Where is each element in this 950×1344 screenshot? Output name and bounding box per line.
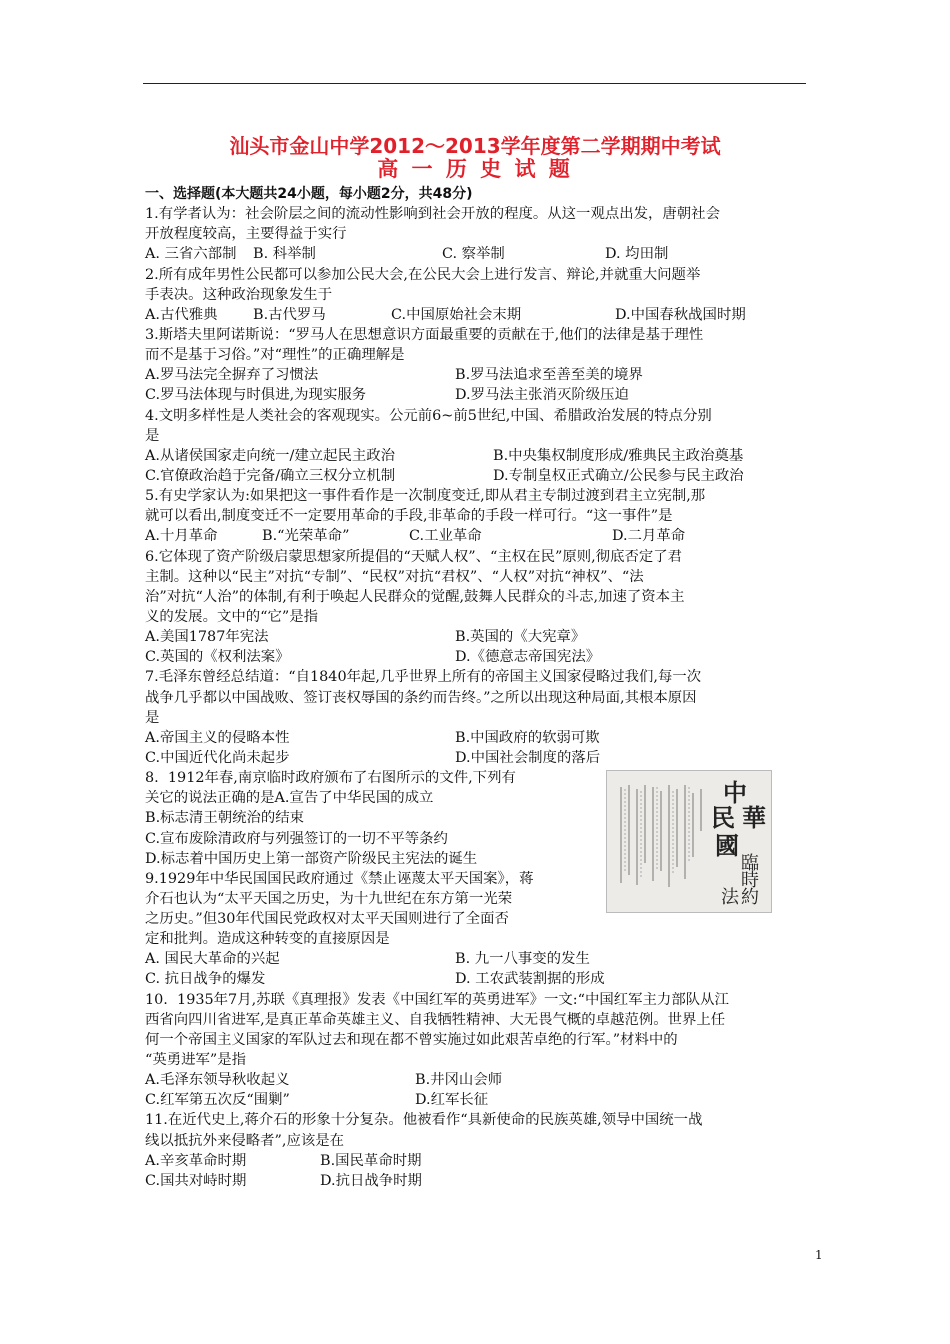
question-stem-line: 是 (145, 709, 160, 726)
question-stem-line: 何一个帝国主义国家的军队过去和现在都不曾实施过如此艰苦卓绝的行军。”材料中的 (145, 1031, 678, 1048)
option-row (145, 385, 807, 405)
answer-option[interactable]: D.《德意志帝国宪法》 (455, 649, 601, 666)
answer-option[interactable]: B.中央集权制度形成/雅典民主政治奠基 (493, 447, 744, 464)
option-row (145, 748, 807, 768)
question-stem-line: 8. 1912年春,南京临时政府颁布了右图所示的文件,下列有 (145, 770, 516, 787)
option-row (145, 627, 807, 647)
question-stem-line: 关它的说法正确的是A.宣告了中华民国的成立 (145, 790, 434, 807)
answer-option[interactable]: B.井冈山会师 (415, 1072, 503, 1089)
figure-char: 國 (715, 831, 739, 860)
answer-option[interactable]: A.辛亥革命时期 (145, 1152, 247, 1169)
answer-option[interactable]: D.红军长征 (415, 1092, 489, 1109)
question-stem-line: 6.它体现了资产阶级启蒙思想家所提倡的“天赋人权”、“主权在民”原则,彻底否定了君 (145, 548, 683, 565)
answer-option[interactable]: C.中国近代化尚未起步 (145, 749, 290, 766)
question-stem-line: 主制。这种以“民主”对抗“专制”、“民权”对抗“君权”、“人权”对抗“神权”、“法 (145, 568, 644, 585)
figure-char: 時 (741, 870, 759, 891)
option-row (145, 446, 807, 466)
header-rule (143, 83, 806, 84)
question-stem-line: 2.所有成年男性公民都可以参加公民大会,在公民大会上进行发言、辩论,并就重大问题举 (145, 266, 701, 283)
answer-option[interactable]: B.英国的《大宪章》 (455, 629, 586, 646)
question-stem-line: 7.毛泽东曾经总结道：“自1840年起,几乎世界上所有的帝国主义国家侵略过我们,每一次 (145, 669, 702, 686)
document-scan-icon (607, 771, 772, 913)
question-stem-line: 9.1929年中华民国国民政府通过《禁止诬蔑太平天国案》，蒋 (145, 870, 534, 887)
page-number: 1 (815, 1248, 823, 1262)
answer-option[interactable]: C.红军第五次反“围剿” (145, 1092, 290, 1109)
answer-option[interactable]: A.罗马法完全摒弃了习惯法 (145, 367, 319, 384)
answer-option[interactable]: B. 科举制 (253, 246, 316, 263)
answer-option[interactable]: A. 三省六部制 (145, 246, 237, 263)
exam-subtitle: 高 一 历 史 试 题 (377, 157, 573, 181)
answer-option[interactable]: C.英国的《权利法案》 (145, 649, 290, 666)
answer-option[interactable]: A.古代雅典 (145, 306, 218, 323)
answer-option[interactable]: D. 工农武装割据的形成 (455, 971, 605, 988)
answer-option[interactable]: A.十月革命 (145, 528, 218, 545)
question-stem-line: “英勇进军”是指 (145, 1052, 247, 1069)
question-stem-line: 战争几乎都以中国战败、签订丧权辱国的条约而告终。”之所以出现这种局面,其根本原因 (145, 689, 697, 706)
option-row (145, 305, 807, 325)
question-stem-line: 线以抵抗外来侵略者”,应该是在 (145, 1132, 345, 1149)
exam-title: 汕头市金山中学2012～2013学年度第二学期期中考试 (229, 134, 721, 158)
option-row (145, 244, 807, 264)
question-list (145, 184, 807, 1191)
answer-option[interactable]: B.“光荣革命” (262, 528, 350, 545)
question-stem-line: 11.在近代史上,蒋介石的形象十分复杂。他被看作“具新使命的民族英雄,领导中国统一战 (145, 1112, 703, 1129)
option-row (145, 647, 807, 667)
figure-char: 華 (742, 803, 766, 832)
answer-option[interactable]: B.标志清王朝统治的结束 (145, 810, 305, 827)
answer-option[interactable]: B.国民革命时期 (320, 1152, 422, 1169)
answer-option[interactable]: A. 国民大革命的兴起 (145, 951, 280, 968)
option-row (145, 969, 807, 989)
question-stem-line: 而不是基于习俗。”对“理性”的正确理解是 (145, 347, 405, 364)
question-stem-line: 介石也认为“太平天国之历史，为十九世纪在东方第一光荣 (145, 890, 513, 907)
answer-option[interactable]: D.标志着中国历史上第一部资产阶级民主宪法的诞生 (145, 850, 478, 867)
section-heading: 一、选择题(本大题共24小题，每小题2分，共48分) (145, 186, 473, 202)
answer-option[interactable]: B.罗马法追求至善至美的境界 (455, 367, 643, 384)
answer-option[interactable]: C.官僚政治趋于完备/确立三权分立机制 (145, 467, 396, 484)
answer-option[interactable]: C. 察举制 (442, 246, 505, 263)
question-stem-line: 治”对抗“人治”的体制,有利于唤起人民群众的觉醒,鼓舞人民群众的斗志,加速了资本主 (145, 588, 685, 605)
answer-option[interactable]: C. 抗日战争的爆发 (145, 971, 266, 988)
answer-option[interactable]: D.罗马法主张消灭阶级压迫 (455, 387, 629, 404)
figure-char: 臨 (741, 853, 759, 874)
option-row (145, 365, 807, 385)
answer-option[interactable]: B. 九一八事变的发生 (455, 951, 590, 968)
answer-option[interactable]: A.从诸侯国家走向统一/建立起民主政治 (145, 447, 396, 464)
answer-option[interactable]: C.宣布废除清政府与列强签订的一切不平等条约 (145, 830, 448, 847)
answer-option[interactable]: A.毛泽东领导秋收起义 (145, 1072, 290, 1089)
question-stem-line: 5.有史学家认为:如果把这一事件看作是一次制度变迁,即从君主专制过渡到君主立宪制,那 (145, 488, 706, 505)
answer-option[interactable]: C.罗马法体现与时俱进,为现实服务 (145, 387, 367, 404)
answer-option[interactable]: C.工业革命 (409, 528, 482, 545)
figure-char: 法 (721, 887, 739, 908)
question-stem-line: 义的发展。文中的“它”是指 (145, 608, 319, 625)
answer-option[interactable]: C.国共对峙时期 (145, 1172, 247, 1189)
option-row (145, 1151, 807, 1171)
question-stem-line: 4.文明多样性是人类社会的客观现实。公元前6~前5世纪,中国、希腊政治发展的特点分别 (145, 407, 712, 424)
answer-option[interactable]: A.美国1787年宪法 (145, 629, 269, 646)
option-row (145, 1090, 807, 1110)
question-stem-line: 就可以看出,制度变迁不一定要用革命的手段,非革命的手段一样可行。“这一事件”是 (145, 508, 673, 525)
answer-option[interactable]: C.中国原始社会末期 (391, 306, 522, 323)
question-stem-line: 定和批判。造成这种转变的直接原因是 (145, 931, 390, 948)
provisional-constitution-image (606, 770, 772, 913)
answer-option[interactable]: B.古代罗马 (253, 306, 326, 323)
answer-option[interactable]: D.二月革命 (612, 528, 686, 545)
answer-option[interactable]: D.中国春秋战国时期 (615, 306, 746, 323)
option-row (145, 949, 807, 969)
answer-option[interactable]: D. 均田制 (605, 246, 669, 263)
answer-option[interactable]: A.帝国主义的侵略本性 (145, 729, 290, 746)
question-stem-line: 1.有学者认为：社会阶层之间的流动性影响到社会开放的程度。从这一观点出发，唐朝社会 (145, 206, 720, 223)
question-stem-line: 3.斯塔夫里阿诺斯说：“罗马人在思想意识方面最重要的贡献在于,他们的法律是基于理性 (145, 326, 704, 343)
answer-option[interactable]: D.中国社会制度的落后 (455, 749, 601, 766)
option-row (145, 728, 807, 748)
question-stem-line: 是 (145, 427, 160, 444)
question-stem-line: 西省向四川省进军,是真正革命英雄主义、自我牺牲精神、大无畏气概的卓越范例。世界上任 (145, 1011, 726, 1028)
answer-option[interactable]: D.专制皇权正式确立/公民参与民主政治 (493, 467, 744, 484)
figure-char: 中 (723, 778, 747, 807)
figure-char: 民 (711, 803, 735, 832)
answer-option[interactable]: D.抗日战争时期 (320, 1172, 422, 1189)
option-row (145, 466, 807, 486)
option-row (145, 526, 807, 546)
question-stem-line: 之历史。”但30年代国民党政权对太平天国则进行了全面否 (145, 911, 509, 928)
question-stem-line: 10. 1935年7月,苏联《真理报》发表《中国红军的英勇进军》一文:“中国红军主力部队从江 (145, 991, 729, 1008)
question-stem-line: 手表决。这种政治现象发生于 (145, 286, 333, 303)
figure-char: 約 (741, 887, 759, 908)
question-stem-line: 开放程度较高，主要得益于实行 (145, 226, 347, 243)
option-row (145, 1171, 807, 1191)
option-row (145, 1070, 807, 1090)
answer-option[interactable]: B.中国政府的软弱可欺 (455, 729, 600, 746)
